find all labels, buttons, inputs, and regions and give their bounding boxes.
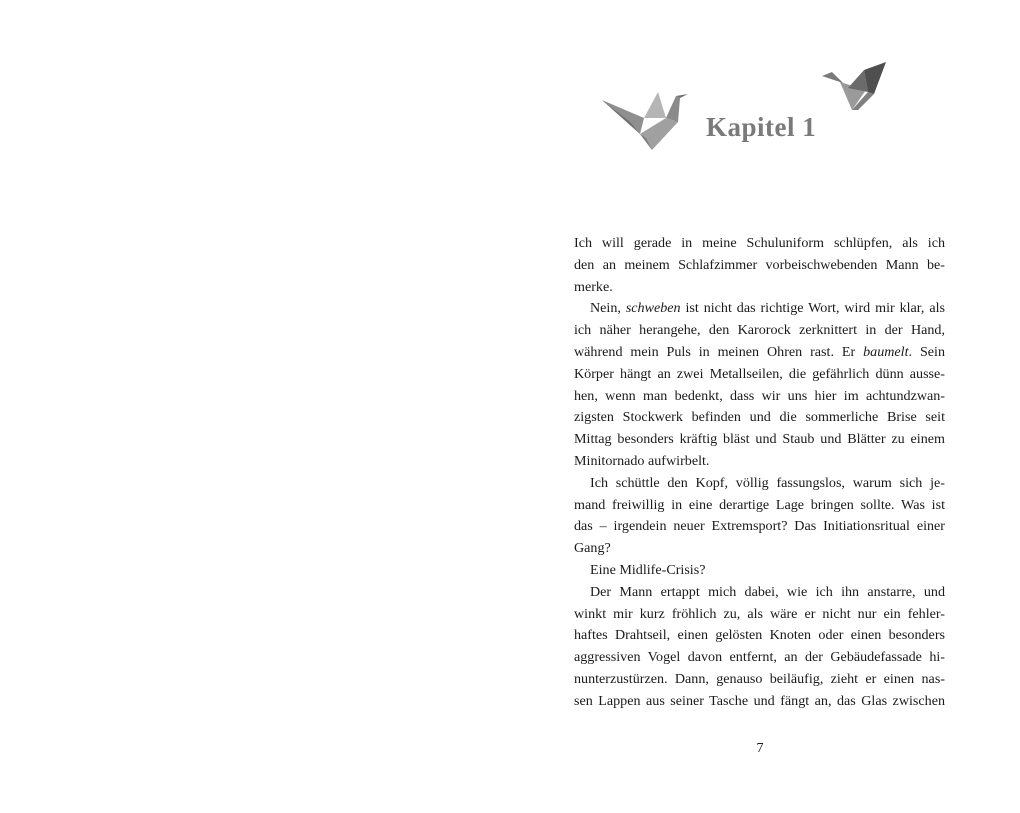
- text-line: Ich schüttle den Kopf, völlig fassungslos, warum sich je-: [590, 474, 945, 491]
- text-line: [574, 298, 945, 320]
- text-line: aggressiven Vogel davon entfernt, an der Gebäudefassade hi-: [574, 649, 945, 666]
- text-line: Ich will gerade in meine Schuluniform schlüpfen, als ich: [574, 235, 945, 251]
- inline-text: Nein,: [590, 300, 621, 317]
- text-line: Der Mann ertappt mich dabei, wie ich ihn anstarre, und: [590, 583, 945, 600]
- chapter-title: Kapitel 1: [706, 112, 817, 142]
- origami-crane-icon: [600, 88, 694, 152]
- page-number: 7: [756, 741, 764, 756]
- text-line: sen Lappen aus seiner Tasche und fängt an, das Glas zwischen: [574, 692, 945, 709]
- text-line: zigsten Stockwerk befinden und die sommerliche Brise seit: [574, 409, 945, 426]
- text-line: Gang?: [574, 540, 611, 557]
- text-line: [574, 342, 945, 364]
- emphasis-text: baumelt: [863, 343, 909, 360]
- inline-text: . Sein: [908, 343, 946, 360]
- text-line: haftes Drahtseil, einen gelösten Knoten oder einen besonders: [574, 627, 945, 644]
- inline-text: während mein Puls in meinen Ohren rast. Er: [574, 343, 856, 360]
- text-line: merke.: [574, 278, 613, 295]
- text-line: winkt mir kurz fröhlich zu, als wäre er nicht nur ein fehler-: [574, 605, 945, 622]
- text-line: Mittag besonders kräftig bläst und Staub und Blätter zu einem: [574, 431, 945, 448]
- inline-text: ist nicht das richtige Wort, wird mir klar, als: [685, 300, 945, 317]
- text-line: ich näher herangehe, den Karorock zerknittert in der Hand,: [574, 322, 945, 339]
- text-line: Eine Midlife-Crisis?: [590, 561, 706, 578]
- text-line: hen, wenn man bedenkt, dass wir uns hier im achtundzwan-: [574, 387, 945, 404]
- text-line: das – irgendein neuer Extremsport? Das Initiationsritual einer: [574, 518, 945, 535]
- emphasis-text: schweben: [625, 300, 681, 317]
- text-line: nunterzustürzen. Dann, genauso beiläufig, zieht er einen nas-: [574, 670, 945, 687]
- text-line: mand freiwillig in eine derartige Lage bringen sollte. Was ist: [574, 496, 945, 513]
- origami-crane-icon: [818, 60, 890, 114]
- text-line: Minitornado aufwirbelt.: [574, 452, 710, 469]
- text-line: den an meinem Schlafzimmer vorbeischwebenden Mann be-: [574, 256, 945, 273]
- body-text: [574, 233, 945, 713]
- text-line: Körper hängt an zwei Metallseilen, die gefährlich dünn ausse-: [574, 365, 945, 382]
